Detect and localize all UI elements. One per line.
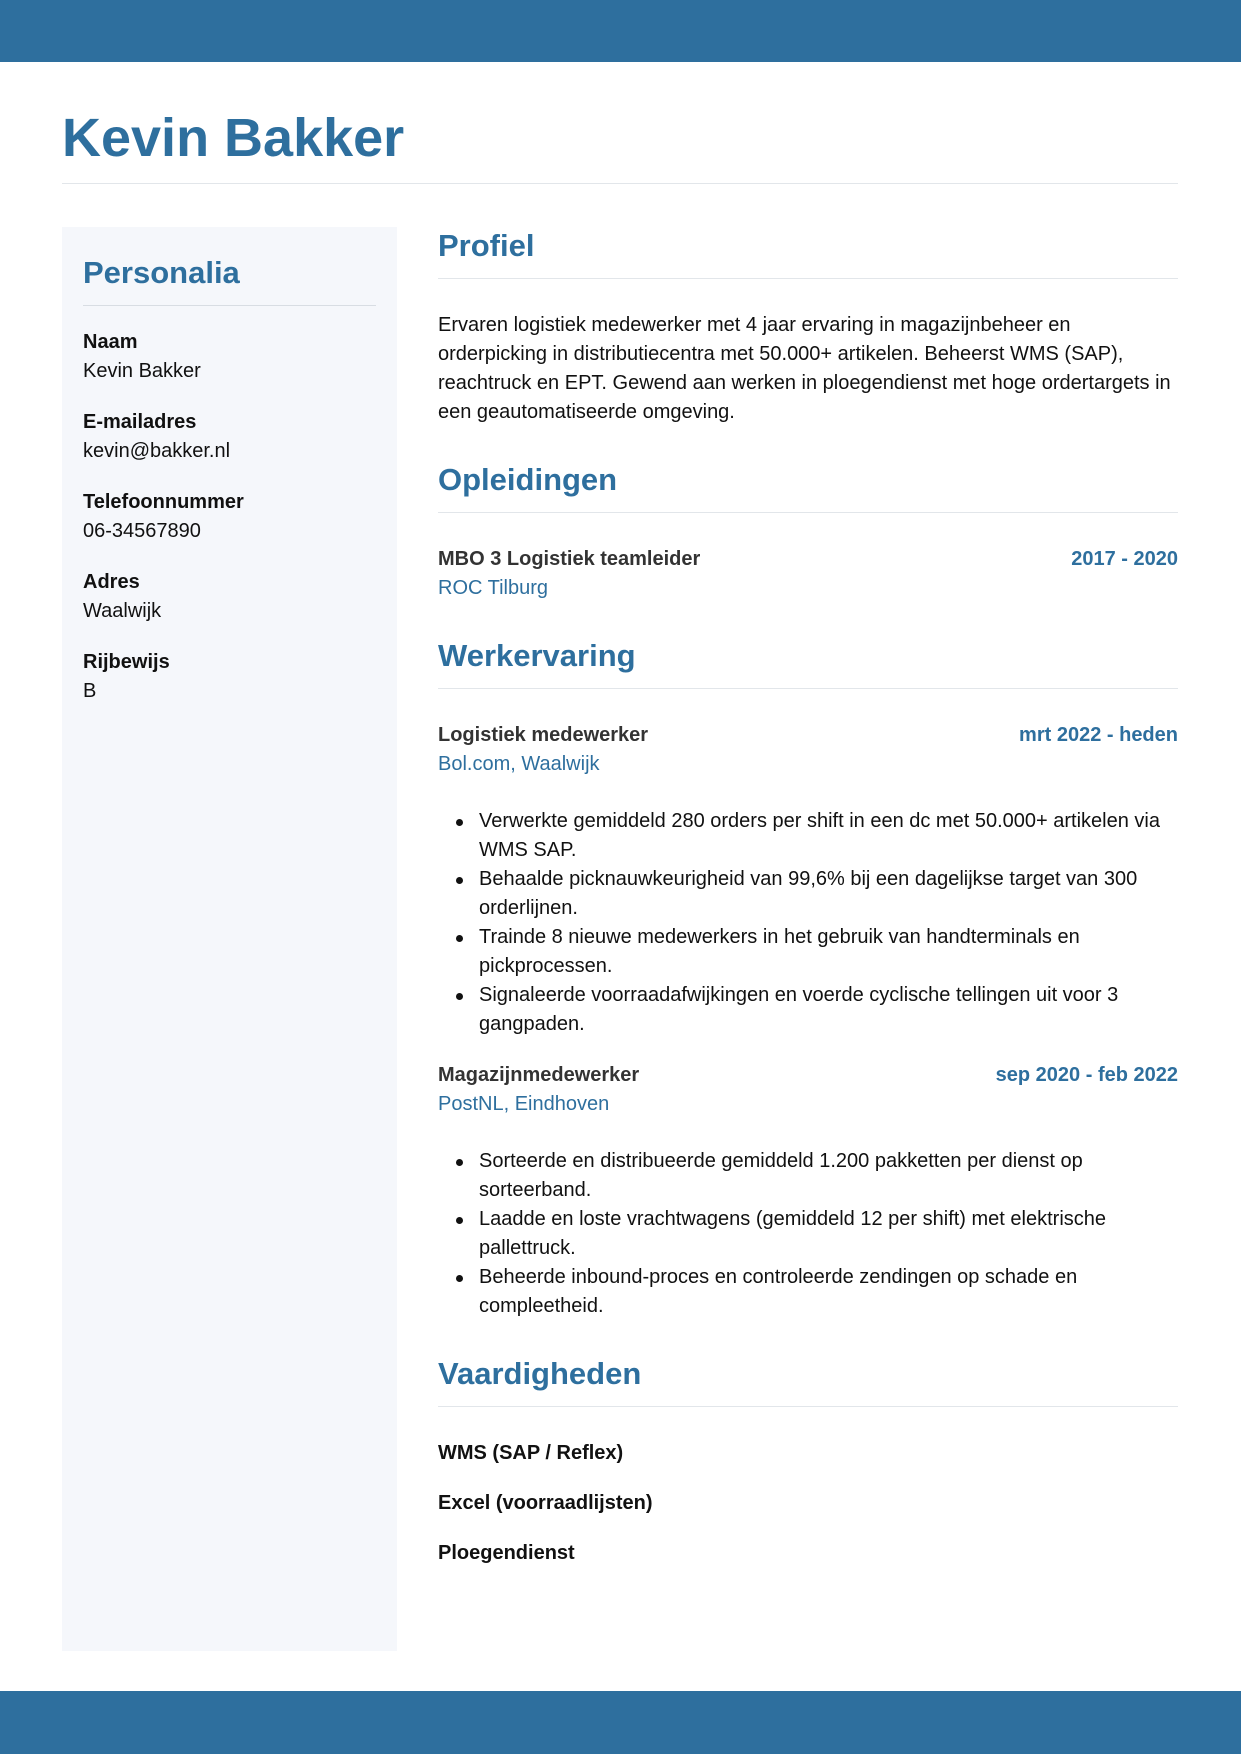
entry-header <box>438 545 1178 574</box>
personalia-value: B <box>83 680 97 702</box>
personalia-value: 06-34567890 <box>83 520 201 542</box>
candidate-name: Kevin Bakker <box>62 108 405 168</box>
entry-date: mrt 2022 - heden <box>1019 724 1178 746</box>
entry-employer: PostNL, Eindhoven <box>438 1093 610 1115</box>
main-content <box>438 227 1178 1589</box>
personalia-item-phone <box>83 488 376 546</box>
entry-institution: ROC Tilburg <box>438 577 549 599</box>
bullet-list <box>438 807 1178 1039</box>
profile-section <box>438 227 1178 427</box>
experience-entry <box>438 721 1178 1039</box>
entry-date: sep 2020 - feb 2022 <box>995 1064 1178 1086</box>
skill-item: Excel (voorraadlijsten) <box>438 1492 653 1514</box>
personalia-item-name <box>83 328 376 386</box>
entry-title: MBO 3 Logistiek teamleider <box>438 548 701 570</box>
personalia-label: E-mailadres <box>83 411 197 433</box>
experience-section <box>438 637 1178 1321</box>
experience-entry <box>438 1061 1178 1321</box>
skills-heading: Vaardigheden <box>438 1356 642 1391</box>
skill-item: Ploegendienst <box>438 1542 575 1564</box>
personalia-item-license <box>83 648 376 706</box>
bullet-item: Signaleerde voorraadafwijkingen en voerde cyclische tellingen uit voor 3 gangpaden. <box>438 981 1178 1039</box>
personalia-label: Rijbewijs <box>83 651 170 673</box>
top-color-band <box>0 0 1241 62</box>
bullet-item: Beheerde inbound-proces en controleerde zendingen op schade en compleetheid. <box>438 1263 1178 1321</box>
entry-date: 2017 - 2020 <box>1071 548 1178 570</box>
bullet-item: Laadde en loste vrachtwagens (gemiddeld 12 per shift) met elektrische pallettruck. <box>438 1205 1178 1263</box>
header-divider <box>62 183 1178 184</box>
personalia-value: Waalwijk <box>83 600 162 622</box>
bullet-item: Trainde 8 nieuwe medewerkers in het gebruik van handterminals en pickprocessen. <box>438 923 1178 981</box>
personalia-item-address <box>83 568 376 626</box>
entry-title: Magazijnmedewerker <box>438 1064 640 1086</box>
bullet-item: Verwerkte gemiddeld 280 orders per shift in een dc met 50.000+ artikelen via WMS SAP. <box>438 807 1178 865</box>
bullet-list <box>438 1147 1178 1321</box>
personalia-sidebar <box>62 227 397 1651</box>
education-divider <box>438 512 1178 513</box>
entry-header <box>438 1061 1178 1090</box>
personalia-divider <box>83 305 376 306</box>
personalia-item-email <box>83 408 376 466</box>
personalia-label: Adres <box>83 571 140 593</box>
education-heading: Opleidingen <box>438 462 618 497</box>
experience-heading: Werkervaring <box>438 638 636 673</box>
skills-section <box>438 1355 1178 1568</box>
personalia-value: kevin@bakker.nl <box>83 440 231 462</box>
personalia-label: Telefoonnummer <box>83 491 244 513</box>
personalia-value: Kevin Bakker <box>83 360 201 382</box>
education-section <box>438 461 1178 603</box>
bottom-color-band <box>0 1691 1241 1754</box>
bullet-item: Sorteerde en distribueerde gemiddeld 1.200 pakketten per dienst op sorteerband. <box>438 1147 1178 1205</box>
skill-item: WMS (SAP / Reflex) <box>438 1442 624 1464</box>
experience-divider <box>438 688 1178 689</box>
education-entry <box>438 545 1178 603</box>
bullet-item: Behaalde picknauwkeurigheid van 99,6% bij een dagelijkse target van 300 orderlijnen. <box>438 865 1178 923</box>
skills-divider <box>438 1406 1178 1407</box>
entry-header <box>438 721 1178 750</box>
entry-title: Logistiek medewerker <box>438 724 649 746</box>
profile-text: Ervaren logistiek medewerker met 4 jaar ervaring in magazijnbeheer en orderpicking in distributiecentra met 50.000+ artikelen. Beheerst WMS (SAP), reachtruck en EPT. Gewend aan werken in ploegendienst met hoge ordertargets in een geautomatiseerde omgeving. <box>438 314 1171 423</box>
personalia-label: Naam <box>83 331 138 353</box>
profile-heading: Profiel <box>438 228 535 263</box>
entry-employer: Bol.com, Waalwijk <box>438 753 600 775</box>
personalia-heading: Personalia <box>83 255 240 290</box>
profile-divider <box>438 278 1178 279</box>
